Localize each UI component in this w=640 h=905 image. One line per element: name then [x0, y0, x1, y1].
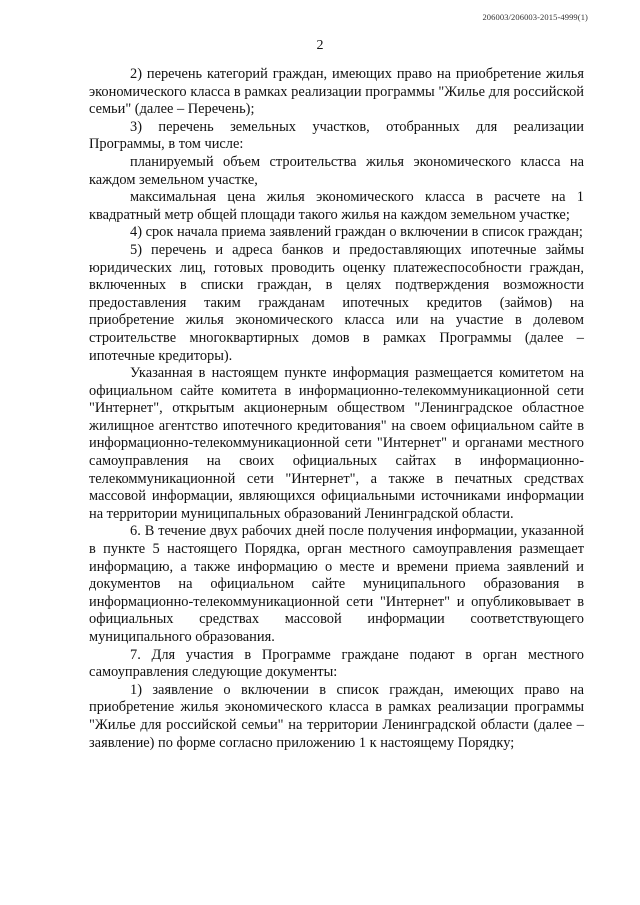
paragraph-item-2: 2) перечень категорий граждан, имеющих право на приобретение жилья экономического класса в рамках реализации программы "Жилье для российской семьи" (далее – Перечень);: [89, 66, 584, 118]
paragraph-item-3: 3) перечень земельных участков, отобранных для реализации Программы, в том числе:: [89, 118, 584, 153]
document-body: [89, 66, 584, 752]
paragraph-planned-volume: планируемый объем строительства жилья экономического класса на каждом земельном участке,: [89, 153, 584, 188]
paragraph-section-7-item-1: 1) заявление о включении в список граждан, имеющих право на приобретение жилья экономического класса в рамках реализации программы "Жилье для российской семьи" на территории Ленинградской области (далее – заявление) по форме согласно приложению 1 к настоящему Порядку;: [89, 681, 584, 751]
paragraph-info-publication: Указанная в настоящем пункте информация размещается комитетом на официальном сайте комитета в информационно-телекоммуникационной сети "Интернет", открытым акционерным обществом "Ленинградское областное жилищное агентство ипотечного кредитования" на своем официальном сайте в информационно-телекоммуникационной сети "Интернет" и органами местного самоуправления на своих официальных сайтах в информационно-телекоммуникационной сети "Интернет", а также в печатных средствах массовой информации, являющихся официальными источниками информации на территории муниципальных образований Ленинградской области.: [89, 365, 584, 522]
document-id: 206003/206003-2015-4999(1): [482, 12, 588, 22]
paragraph-max-price: максимальная цена жилья экономического класса в расчете на 1 квадратный метр общей площади такого жилья на каждом земельном участке;: [89, 189, 584, 223]
paragraph-item-4: 4) срок начала приема заявлений граждан о включении в список граждан;: [130, 224, 583, 241]
paragraph-section-6: 6. В течение двух рабочих дней после получения информации, указанной в пункте 5 настоящего Порядка, орган местного самоуправления размещает информацию, а также информацию о месте и времени приема заявлений и документов на официальном сайте муниципального образования в информационно-телекоммуникационной сети "Интернет" и опубликовывает в официальных средствах массовой информации соответствующего муниципального образования.: [89, 523, 584, 645]
paragraph-section-7: 7. Для участия в Программе граждане подают в орган местного самоуправления следующие документы:: [89, 646, 584, 681]
page-number: 2: [316, 38, 324, 53]
paragraph-item-5: 5) перечень и адреса банков и предоставляющих ипотечные займы юридических лиц, готовых проводить оценку платежеспособности граждан, включенных в списки граждан, в целях подтверждения возможности предоставления таким гражданам ипотечных кредитов (займов) на приобретение жилья экономического класса или на участие в долевом строительстве многоквартирных домов в рамках Программы (далее – ипотечные кредиторы).: [89, 241, 584, 364]
